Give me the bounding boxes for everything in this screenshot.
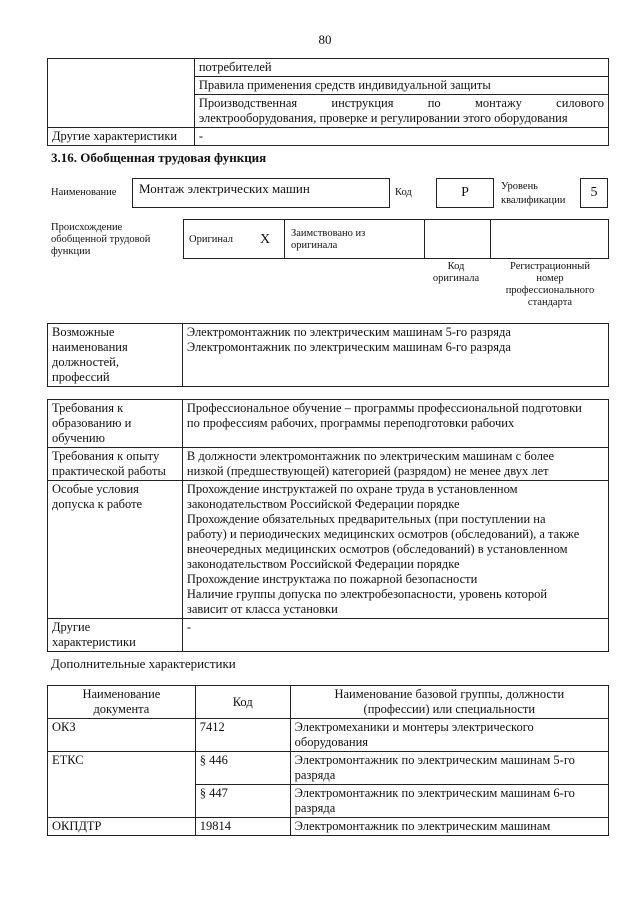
caption-line: стандарта [527,297,573,308]
level-value-box [580,178,608,208]
label-line: Особые условия [52,482,139,496]
label-line: Требования к [52,401,124,415]
label-line: характеристики [52,635,136,649]
table-cell [290,785,608,818]
value-line: Электромонтажник по электрическим машинам 5-го разряда [186,325,511,339]
header-line: Код [232,694,253,709]
original-mark: X [260,232,271,247]
caption-line: профессионального [505,285,595,296]
top-table [47,58,609,146]
table-header-row [48,686,609,719]
text-line: разряда [294,768,336,782]
label-line: практической работы [52,464,166,478]
divider [284,220,285,258]
name-label: Наименование [51,187,117,198]
text-line: Электромеханики и монтеры электрического [294,720,534,734]
table-row [48,619,609,652]
label-line: Другие [52,620,91,634]
table-row [48,752,609,785]
label-line: Возможные [52,325,115,339]
text-line: Производственная инструкция по монтажу силового [198,96,604,110]
header-cell [195,686,290,719]
page-number: 80 [318,32,332,47]
table-row [48,818,609,836]
table-cell [194,95,608,128]
caption-line: оригинала [432,273,480,284]
origin-row [183,219,609,259]
table-cell: ОКПДТР [48,818,196,836]
caption-line: Регистрационный [510,261,590,272]
code-original-caption [423,261,489,285]
text-line: разряда [294,801,336,815]
table-row [48,448,609,481]
origin-label-line: Происхождение [51,222,123,233]
table-cell [48,59,195,128]
label-line: Требования к опыту [52,449,160,463]
table-cell [48,400,183,448]
origin-label-line: обобщенной трудовой [51,234,151,245]
borrowed-label-line: оригинала [291,240,338,251]
table-row [48,481,609,619]
table-cell: - [194,128,608,146]
level-value: 5 [590,185,598,200]
table-row [48,400,609,448]
table-cell: потребителей [194,59,608,77]
positions-table [47,323,609,387]
label-line: профессий [52,370,110,384]
label-line: образованию и [52,416,132,430]
value-line: В должности электромонтажник по электрическим машинам с более [186,449,555,463]
value-line: работу) и периодических медицинских осмотров (обследований), а также [186,527,580,541]
value-line: Профессиональное обучение – программы профессиональной подготовки [186,401,582,415]
name-value-box [132,178,390,208]
level-label [501,181,565,207]
requirements-table [47,399,609,652]
origin-label [51,222,150,258]
name-value: Монтаж электрических машин [139,181,310,196]
value-line: Электромонтажник по электрическим машинам 6-го разряда [186,340,511,354]
text-line: оборудования [294,735,369,749]
table-cell [48,481,183,619]
borrowed-label-line: Заимствовано из [291,228,366,239]
table-cell [290,719,608,752]
text-line: Электромонтажник по электрическим машинам 5-го [294,753,575,767]
table-cell: Правила применения средств индивидуальной защиты [194,77,608,95]
divider [424,220,425,258]
level-label-line: Уровень [501,181,538,192]
table-row [48,59,609,77]
table-cell [182,448,608,481]
value-line: по профессиям рабочих, программы переподготовки рабочих [186,416,515,430]
value-line: законодательством Российской Федерации порядке [186,557,460,571]
table-cell [182,481,608,619]
original-label: Оригинал [189,234,233,245]
additional-table [47,685,609,836]
value-line: Наличие группы допуска по электробезопасности, уровень которой [186,587,548,601]
code-value-box [436,178,494,208]
table-cell [182,324,608,387]
table-row [48,324,609,387]
label-line: допуска к работе [52,497,143,511]
header-line: Наименование базовой группы, должности [334,687,565,701]
label-line: обучению [52,431,105,445]
label-line: должностей, [52,355,119,369]
value-line: зависит от класса установки [186,602,338,616]
table-cell: Другие характеристики [48,128,195,146]
header-line: (профессии) или специальности [363,702,536,716]
value-line: Прохождение инструктажа по пожарной безопасности [186,572,478,586]
header-line: документа [93,702,150,716]
table-cell: 7412 [195,719,290,752]
table-cell: § 447 [195,785,290,818]
text-line: Электромонтажник по электрическим машинам 6-го [294,786,575,800]
header-cell [48,686,196,719]
table-cell: Электромонтажник по электрическим машинам [290,818,608,836]
table-row [48,719,609,752]
value-line: - [186,620,192,634]
code-value: Р [461,185,469,200]
caption-line: Код [447,261,465,272]
table-cell: § 446 [195,752,290,785]
header-line: Наименование [82,687,161,701]
table-cell: ОКЗ [48,719,196,752]
table-cell [48,448,183,481]
caption-line: номер [536,273,564,284]
table-cell [48,619,183,652]
value-line: законодательством Российской Федерации порядке [186,497,460,511]
borrowed-label [291,228,365,252]
table-cell [48,324,183,387]
table-cell [182,400,608,448]
origin-label-line: функции [51,246,91,257]
table-cell: ЕТКС [48,752,196,818]
value-line: Прохождение инструктажей по охране труда в установленном [186,482,518,496]
value-line: внеочередных медицинских осмотров (обследований) в установленном [186,542,568,556]
table-cell: 19814 [195,818,290,836]
section-title: 3.16. Обобщенная трудовая функция [51,150,267,165]
code-label: Код [395,187,412,198]
additional-title: Дополнительные характеристики [51,656,236,671]
reg-number-caption [494,261,606,309]
level-label-line: квалификации [501,195,566,206]
header-cell [290,686,608,719]
divider [490,220,491,258]
value-line: низкой (предшествующей) категорией (разрядом) не менее двух лет [186,464,549,478]
table-cell [290,752,608,785]
table-cell [182,619,608,652]
text-line: электрооборудования, проверке и регулировании этого оборудования [198,111,568,125]
label-line: наименования [52,340,128,354]
value-line: Прохождение обязательных предварительных (при поступлении на [186,512,546,526]
table-row [48,128,609,146]
